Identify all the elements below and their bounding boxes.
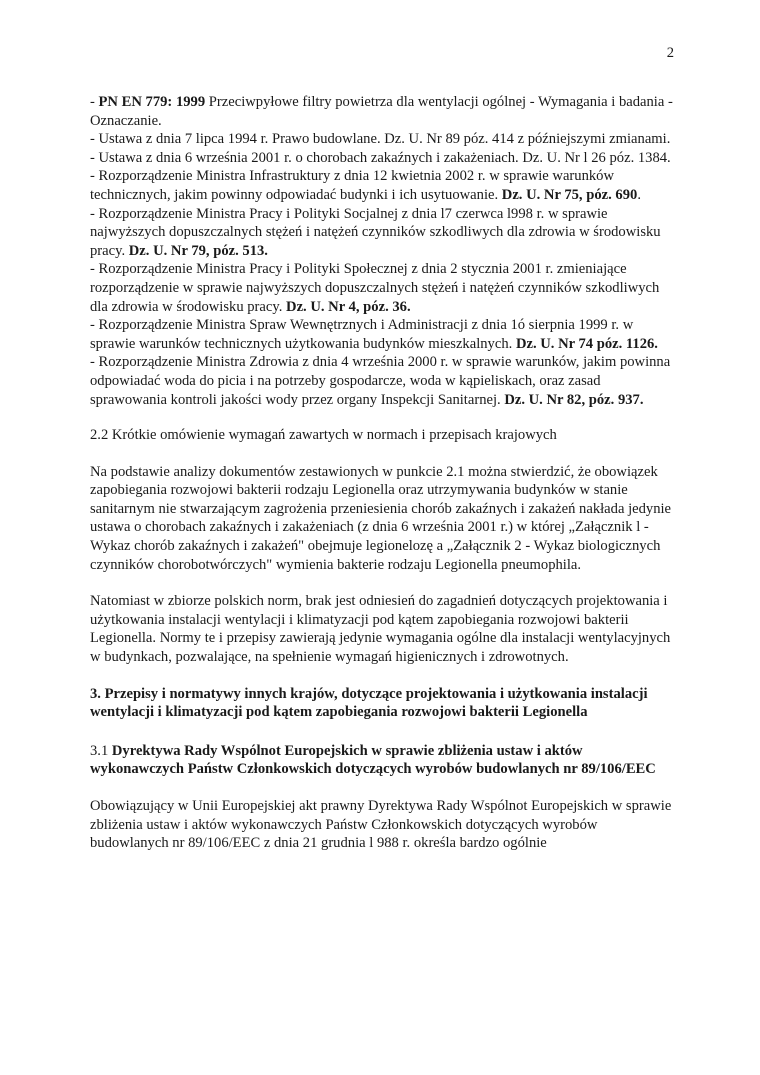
reference-citation: Dz. U. Nr 4, póz. 36. [286, 298, 411, 315]
reference-item: - Ustawa z dnia 7 lipca 1994 r. Prawo budowlane. Dz. U. Nr 89 póz. 414 z późniejszymi zmianami. [90, 131, 671, 148]
reference-text: Rozporządzenie Ministra Pracy i Polityki Społecznej z dnia 2 stycznia 2001 r. zmieniające rozporządzenie w sprawie najwyższych dopuszczalnych stężeń i natężeń czynników szkodliwych dla zdrowia w środowisku pracy. [90, 261, 660, 315]
page-number: 2 [666, 45, 674, 61]
reference-citation: Dz. U. Nr 82, póz. 937. [504, 391, 644, 408]
reference-standard-code: PN EN 779: 1999 [98, 94, 206, 110]
reference-item: - Rozporządzenie Ministra Spraw Wewnętrznych i Administracji z dnia 1ó sierpnia 1999 r. w sprawie warunków technicznych użytkowania budynków mieszkalnych. Dz. U. Nr 74 póz. 1126. [90, 317, 658, 352]
reference-list [90, 93, 674, 409]
reference-item: - PN EN 779: 1999 Przeciwpyłowe filtry powietrza dla wentylacji ogólnej - Wymagania i badania - Oznaczanie. [90, 94, 673, 129]
section-3-1-paragraph: Obowiązujący w Unii Europejskiej akt prawny Dyrektywa Rady Wspólnot Europejskich w sprawie zbliżenia ustaw i aktów wykonawczych Państw Członkowskich dotyczących wyrobów budowlanych nr 89/106/EEC z dnia 21 grudnia l 988 r. określa bardzo ogólnie [90, 798, 672, 852]
reference-citation: Dz. U. Nr 79, póz. 513. [128, 242, 268, 259]
page-content [90, 93, 674, 853]
reference-text: Przeciwpyłowe filtry powietrza dla wentylacji ogólnej - Wymagania i badania - Oznaczanie. [90, 94, 673, 129]
section-3-1-number: 3.1 [90, 742, 112, 759]
reference-item: - Rozporządzenie Ministra Pracy i Polityki Społecznej z dnia 2 stycznia 2001 r. zmieniające rozporządzenie w sprawie najwyższych dopuszczalnych stężeń i natężeń czynników szkodliwych dla zdrowia w środowisku pracy. Dz. U. Nr 4, póz. 36. [90, 261, 660, 315]
reference-item: - Rozporządzenie Ministra Zdrowia z dnia 4 września 2000 r. w sprawie warunków, jakim powinna odpowiadać woda do picia i na potrzeby gospodarcze, woda w kąpieliskach, oraz zasad sprawowania kontroli jakości wody przez organy Inspekcji Sanitarnej. Dz. U. Nr 82, póz. 937. [90, 354, 671, 408]
section-2-2-paragraph-1: Na podstawie analizy dokumentów zestawionych w punkcie 2.1 można stwierdzić, że obowiązek zapobiegania rozwojowi bakterii rodzaju Legionella oraz utrzymywania budynków w stanie sanitarnym nie stwarzającym zagrożenia przeniesienia chorób zakaźnych i zakażeń nakłada jedynie ustawa o chorobach zakaźnych i zakażeniach (z dnia 6 września 2001 r.) w której „Załącznik l - Wykaz chorób zakaźnych i zakażeń" obejmuje legionelozę a „Załącznik 2 - Wykaz biologicznych czynników chorobotwórczych" wymienia bakterie rodzaju Legionella pneumophila. [90, 463, 672, 573]
section-3-heading: 3. Przepisy i normatywy innych krajów, dotyczące projektowania i użytkowania instalacji wentylacji i klimatyzacji pod kątem zapobiegania rozwojowi bakterii Legionella [90, 685, 648, 721]
reference-text: Rozporządzenie Ministra Pracy i Polityki Socjalnej z dnia l7 czerwca l998 r. w sprawie najwyższych dopuszczalnych stężeń i natężeń czynników szkodliwych dla zdrowia w środowisku pracy. [90, 205, 661, 259]
reference-text: Ustawa z dnia 6 września 2001 r. o chorobach zakaźnych i zakażeniach. Dz. U. Nr l 26 póz. 1384. [98, 149, 671, 166]
reference-item: - Ustawa z dnia 6 września 2001 r. o chorobach zakaźnych i zakażeniach. Dz. U. Nr l 26 póz. 1384. [90, 149, 671, 166]
section-3-1-title: Dyrektywa Rady Wspólnot Europejskich w sprawie zbliżenia ustaw i aktów wykonawczych Państw Członkowskich dotyczących wyrobów budowlanych nr 89/106/EEC [90, 742, 656, 778]
reference-text: Rozporządzenie Ministra Infrastruktury z dnia 12 kwietnia 2002 r. w sprawie warunków technicznych, jakim powinny odpowiadać budynki i ich usytuowanie. [90, 168, 615, 203]
reference-citation: Dz. U. Nr 74 póz. 1126. [515, 335, 658, 352]
reference-item: - Rozporządzenie Ministra Pracy i Polityki Socjalnej z dnia l7 czerwca l998 r. w sprawie najwyższych dopuszczalnych stężeń i natężeń czynników szkodliwych dla zdrowia w środowisku pracy. Dz. U. Nr 79, póz. 513. [90, 205, 661, 259]
reference-text: Ustawa z dnia 7 lipca 1994 r. Prawo budowlane. Dz. U. Nr 89 póz. 414 z późniejszymi zmianami. [98, 131, 671, 148]
section-2-2-heading: 2.2 Krótkie omówienie wymagań zawartych w normach i przepisach krajowych [90, 427, 557, 444]
reference-text: Rozporządzenie Ministra Spraw Wewnętrznych i Administracji z dnia 1ó sierpnia 1999 r. w sprawie warunków technicznych użytkowania budynków mieszkalnych. [90, 317, 634, 352]
section-2-2-paragraph-2: Natomiast w zbiorze polskich norm, brak jest odniesień do zagadnień dotyczących projektowania i użytkowania instalacji wentylacji i klimatyzacji pod kątem zapobiegania rozwojowi bakterii Legionella. Normy te i przepisy zawierają jedynie wymagania ogólne dla instalacji wentylacyjnych w budynkach, pozwalające, na spełnienie wymagań higienicznych i zdrowotnych. [90, 593, 671, 666]
reference-citation: Dz. U. Nr 75, póz. 690 [501, 186, 638, 203]
reference-text: Rozporządzenie Ministra Zdrowia z dnia 4 września 2000 r. w sprawie warunków, jakim powinna odpowiadać woda do picia i na potrzeby gospodarcze, woda w kąpieliskach, oraz zasad sprawowania kontroli jakości wody przez organy Inspekcji Sanitarnej. [90, 354, 671, 408]
section-3-1-heading [90, 742, 674, 779]
reference-item: - Rozporządzenie Ministra Infrastruktury z dnia 12 kwietnia 2002 r. w sprawie warunków technicznych, jakim powinny odpowiadać budynki i ich usytuowanie. Dz. U. Nr 75, póz. 690. [90, 168, 641, 203]
